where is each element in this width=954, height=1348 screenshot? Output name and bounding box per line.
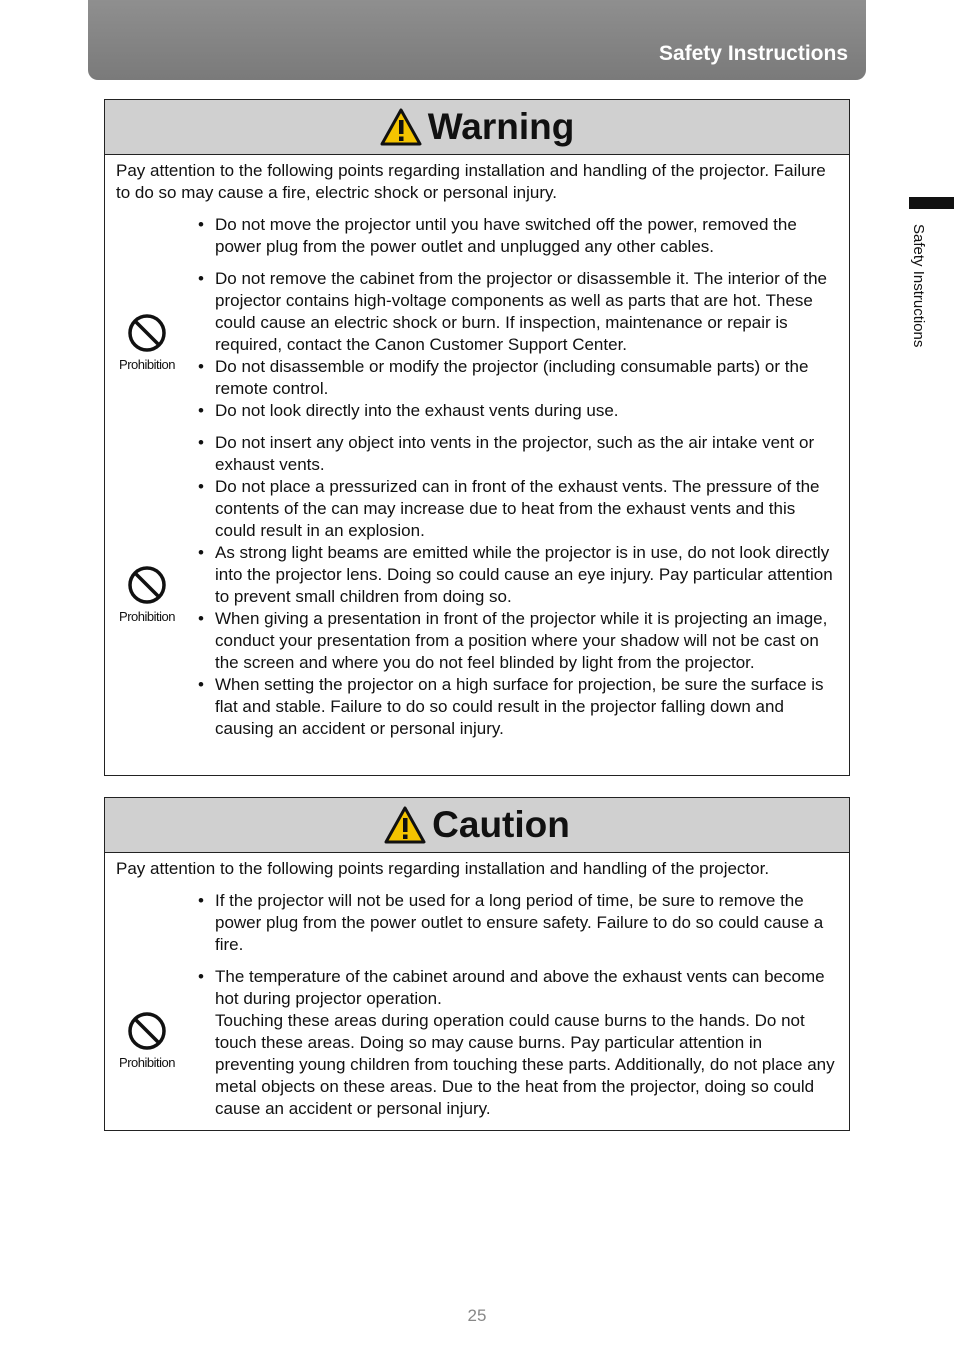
list-item: • Do not insert any object into vents in the projector, such as the air intake vent or exhaust vents. (198, 433, 815, 474)
caution-group-2 (105, 966, 849, 1120)
page-number: 25 (467, 1306, 487, 1325)
side-tab-marker (909, 197, 954, 209)
prohibition-label: Prohibition (119, 1055, 175, 1070)
list-item: • Do not disassemble or modify the projector (including consumable parts) or the remote control. (198, 357, 809, 398)
list-item: • Do not remove the cabinet from the projector or disassemble it. The interior of the projector contains high-voltage components as well as parts that are hot. These could cause an electric shock or burn. If inspection, maintenance or repair is required, contact the Canon Customer Support Center. (198, 269, 827, 354)
warning-header (105, 100, 849, 155)
warning-intro: Pay attention to the following points regarding installation and handling of the projector. Failure to do so may cause a fire, electric shock or personal injury. (116, 161, 826, 202)
warning-group-2 (105, 268, 849, 422)
section-title: Safety Instructions (658, 42, 848, 65)
prohibition-symbol (119, 312, 175, 372)
caution-group-1 (105, 890, 849, 956)
list-item: • Do not place a pressurized can in front of the exhaust vents. The pressure of the contents of the can may increase due to heat from the exhaust vents and this could result in an explosion. (198, 477, 820, 540)
warning-group-1 (105, 214, 849, 258)
header-bar (88, 0, 866, 80)
caution-intro: Pay attention to the following points regarding installation and handling of the projector. (116, 859, 770, 878)
list-item-continuation: Touching these areas during operation could cause burns to the hands. Do not touch these areas. Doing so may cause burns. Pay particular attention in preventing young children from touching these parts. Additionally, do not place any metal objects on these areas. Due to the heat from the projector, doing so could cause an accident or personal injury. (215, 1011, 835, 1118)
list-item: • If the projector will not be used for a long period of time, be sure to remove the power plug from the power outlet to ensure safety. Failure to do so could cause a fire. (198, 891, 824, 954)
prohibition-icon (126, 564, 168, 606)
prohibition-icon (126, 312, 168, 354)
warning-triangle-icon (380, 108, 422, 146)
caution-triangle-icon (384, 806, 426, 844)
list-item: • Do not move the projector until you have switched off the power, removed the power plug from the power outlet and unplugged any other cables. (198, 215, 797, 256)
caution-box (104, 797, 850, 1131)
list-item: • When setting the projector on a high surface for projection, be sure the surface is flat and stable. Failure to do so could result in the projector falling down and causing an accident or personal injury. (198, 675, 824, 738)
prohibition-symbol (119, 564, 175, 624)
list-item-text: The temperature of the cabinet around and above the exhaust vents can become hot during projector operation. (215, 967, 825, 1008)
list-item: • As strong light beams are emitted while the projector is in use, do not look directly into the projector lens. Doing so could cause an eye injury. Pay particular attention to prevent small children from doing so. (198, 543, 833, 606)
caution-title: Caution (432, 804, 570, 845)
list-item: • Do not look directly into the exhaust vents during use. (198, 401, 619, 420)
side-tab-label: Safety Instructions (910, 224, 927, 348)
warning-box (104, 99, 850, 776)
prohibition-symbol (119, 1010, 175, 1070)
list-item: • The temperature of the cabinet around and above the exhaust vents can become hot during projector operation. Touching these areas during operation could cause burns to the hands. Do not touch these areas. Doing so may cause burns. Pay particular attention in preventing young children from touching these parts. Additionally, do not place any metal objects on these areas. Due to the heat from the projector, doing so could cause an accident or personal injury. (198, 967, 835, 1118)
prohibition-icon (126, 1010, 168, 1052)
list-item: • When giving a presentation in front of the projector while it is projecting an image, conduct your presentation from a position where your shadow will not be cast on the screen and where you do not feel blinded by light from the projector. (198, 609, 828, 672)
warning-title: Warning (427, 106, 575, 147)
caution-header (105, 798, 849, 853)
warning-group-3 (105, 432, 849, 740)
prohibition-label: Prohibition (119, 609, 175, 624)
prohibition-label: Prohibition (119, 357, 175, 372)
